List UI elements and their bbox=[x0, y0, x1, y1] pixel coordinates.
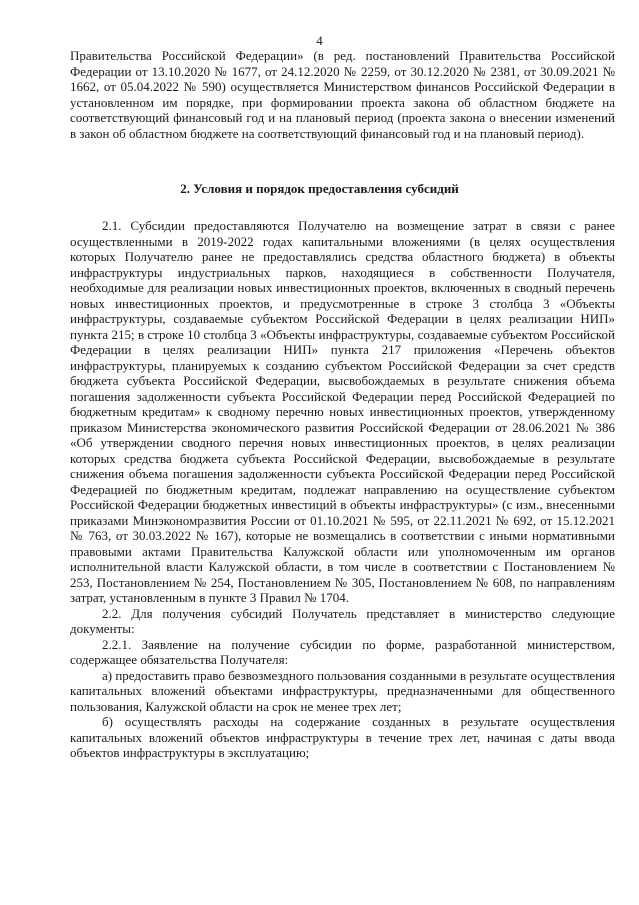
intro-paragraph bbox=[70, 48, 615, 141]
paragraph-2-2: 2.2. Для получения субсидий Получатель представляет в министерство следующие документы: bbox=[70, 605, 615, 636]
paragraph-item-a: а) предоставить право безвозмездного пользования созданными в результате осуществления капитальных вложений объектами инфраструктуры, предназначенными для общественного пользования, Калужской области на срок не менее трех лет; bbox=[70, 667, 615, 714]
section-body bbox=[70, 218, 615, 761]
paragraph-2-1: 2.1. Субсидии предоставляются Получателю на возмещение затрат в связи с ранее осуществленными в 2019-2022 годах капитальными вложениями (в целях осуществления которых Получателю ранее не предоставлялись средства областного бюджета) в объекты инфраструктуры индустриальных парков, находящиеся в собственности Получателя, необходимые для реализации новых инвестиционных проектов, включенных в сводный перечень новых инвестиционных проектов, и предусмотренные в строке 3 столбца 3 «Объекты инфраструктуры, создаваемые субъектом Российской Федерации в целях реализации НИП» пункта 215; в строке 10 столбца 3 «Объекты инфраструктуры, создаваемые субъектом Российской Федерации в целях реализации НИП» пункта 217 приложения «Перечень объектов инфраструктуры, планируемых к созданию субъектом Российской Федерации за счет средств бюджета субъекта Российской Федерации, высвобождаемых в результате снижения объема погашения задолженности субъекта Российской Федерации перед Российской Федерацией по бюджетным кредитам» к сводному перечню новых инвестиционных проектов, утвержденному приказом Министерства экономического развития Российской Федерации от 28.06.2021 № 386 «Об утверждении сводного перечня новых инвестиционных проектов, в целях реализации которых средства бюджета субъекта Российской Федерации, высвобождаемые в результате снижения объема погашения задолженности субъекта Российской Федерации перед Российской Федерацией по бюджетным кредитам, подлежат направлению на осуществление субъектом Российской Федерации бюджетных инвестиций в объекты инфраструктуры» (с изм., внесенными приказами Минэкономразвития России от 01.10.2021 № 595, от 22.11.2021 № 692, от 15.12.2021 № 763, от 30.03.2022 № 167), которые не возмещались в соответствии с иными нормативными правовыми актами Правительства Калужской области или уполномоченным им органов исполнительной власти Калужской области, в том числе в соответствии с Постановлением № 253, Постановлением № 254, Постановлением № 305, Постановлением № 608, по направлениям затрат, установленным в пункте 3 Правил № 1704. bbox=[70, 218, 615, 605]
paragraph-2-2-1: 2.2.1. Заявление на получение субсидии по форме, разработанной министерством, содержащее обязательства Получателя: bbox=[70, 636, 615, 667]
page-number: 4 bbox=[316, 33, 323, 48]
paragraph-item-b: б) осуществлять расходы на содержание созданных в результате осуществления капитальных вложений объектов инфраструктуры в течение трех лет, начиная с даты ввода объектов инфраструктуры в эксплуатацию; bbox=[70, 714, 615, 760]
section-heading: 2. Условия и порядок предоставления субсидий bbox=[180, 181, 459, 196]
intro-text: Правительства Российской Федерации» (в ред. постановлений Правительства Российской Федерации от 13.10.2020 № 1677, от 24.12.2020 № 2259, от 30.12.2020 № 2381, от 30.09.2021 № 1662, от 05.04.2022 № 590) осуществляется Министерством финансов Российской Федерации в установленном им порядке, при формировании проекта закона об областном бюджете на соответствующий финансовый год и на плановый период (проекта закона о внесении изменений в закон об областном бюджете на соответствующий финансовый год и на плановый период). bbox=[70, 48, 615, 141]
